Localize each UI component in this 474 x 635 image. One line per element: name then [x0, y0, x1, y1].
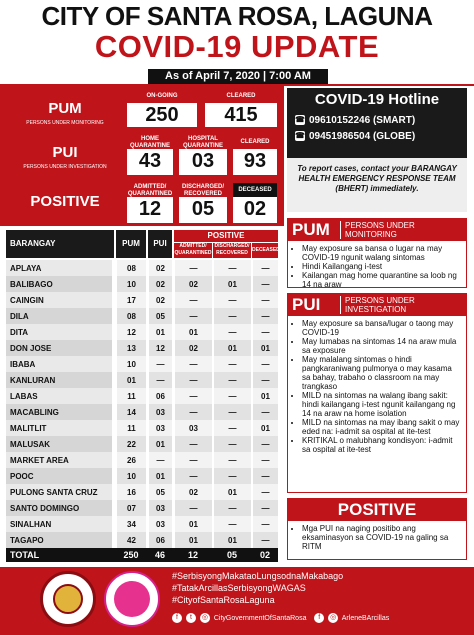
cell-deceased: —: [252, 500, 278, 517]
cell-pui: 01: [148, 468, 172, 485]
phone-icon: ☎: [295, 131, 305, 141]
barangay-name: MACABLING: [6, 404, 112, 421]
cell-discharged: —: [213, 436, 251, 453]
positive-discharged-stat: [178, 182, 228, 224]
cell-deceased: —: [252, 308, 278, 325]
cell-discharged: —: [213, 372, 251, 389]
cell-discharged: —: [213, 500, 251, 517]
barangay-name: BALIBAGO: [6, 276, 112, 293]
positive-discharged-value: 05: [191, 198, 215, 220]
positive-definition-title: POSITIVE: [288, 499, 466, 521]
cell-deceased: —: [252, 516, 278, 533]
cell-pum: 34: [116, 516, 146, 533]
cell-pui: —: [148, 356, 172, 373]
cell-pum: 10: [116, 276, 146, 293]
barangay-name: SINALHAN: [6, 516, 112, 533]
cell-discharged: —: [213, 324, 251, 341]
report-note: To report cases, contact your BARANGAY HEALTH EMERGENCY RESPONSE TEAM (BHERT) immediately.: [287, 158, 467, 212]
wagas-logo: [104, 571, 160, 627]
footer: [0, 567, 474, 635]
table-row: [6, 500, 278, 517]
barangay-name: DON JOSE: [6, 340, 112, 357]
hotline-globe[interactable]: [295, 130, 415, 143]
pui-definition-header: [288, 294, 466, 316]
col-pum: PUM: [116, 230, 146, 258]
list-item: • May exposure sa bansa/lugar o taong may COVID-19: [302, 319, 462, 337]
cell-pui: 01: [148, 436, 172, 453]
cell-pum: 11: [116, 420, 146, 437]
pui-label-box: [8, 136, 122, 180]
cell-pum: 16: [116, 484, 146, 501]
cell-discharged: —: [213, 388, 251, 405]
cell-discharged: 01: [213, 276, 251, 293]
positive-admitted-caption: ADMITTED/ QUARANTINED: [127, 184, 173, 197]
cell-pum: 08: [116, 260, 146, 277]
cell-admitted: —: [174, 388, 212, 405]
total-deceased: 02: [259, 550, 270, 560]
cell-admitted: 02: [174, 340, 212, 357]
cell-discharged: 01: [213, 484, 251, 501]
cell-discharged: —: [213, 260, 251, 277]
pum-label-box: [8, 92, 122, 136]
cell-pum: 11: [116, 388, 146, 405]
cell-admitted: —: [174, 292, 212, 309]
cell-pum: 01: [116, 372, 146, 389]
cell-pui: 02: [148, 292, 172, 309]
page-title: COVID-19 UPDATE: [94, 29, 380, 64]
positive-label-box: [8, 182, 122, 222]
barangay-name: POOC: [6, 468, 112, 485]
barangay-name: CAINGIN: [6, 292, 112, 309]
list-item: • MILD na sintomas na may ibang sakit o may eded na: i-admit sa ospital at ite-test: [302, 418, 462, 436]
total-pui: 46: [154, 550, 165, 560]
table-row: [6, 308, 278, 325]
cell-pui: 12: [148, 340, 172, 357]
cell-discharged: —: [213, 516, 251, 533]
hotline-smart-number: 09610152246 (SMART): [309, 115, 416, 126]
cell-pui: 03: [148, 516, 172, 533]
positive-deceased-stat: [232, 182, 278, 224]
barangay-name: DITA: [6, 324, 112, 341]
list-item: • Kailangan mag home quarantine sa loob ng 14 na araw: [302, 271, 462, 289]
positive-admitted-value: 12: [138, 198, 162, 220]
cell-pum: 07: [116, 500, 146, 517]
cell-admitted: —: [174, 468, 212, 485]
table-row: [6, 420, 278, 437]
table-total-row: [6, 548, 278, 562]
cell-pui: 03: [148, 420, 172, 437]
cell-admitted: 02: [174, 276, 212, 293]
pum-definition-box: [287, 218, 467, 288]
hotline-smart[interactable]: [295, 114, 415, 127]
list-item: • May exposure sa bansa o lugar na may COVID-19 ngunit walang sintomas: [302, 244, 462, 262]
hashtag[interactable]: #CityofSantaRosaLaguna: [172, 595, 275, 605]
col-positive: POSITIVE: [174, 230, 278, 242]
cell-pui: —: [148, 452, 172, 469]
table-row: [6, 404, 278, 421]
positive-deceased-caption: DECEASED: [233, 183, 277, 197]
cell-deceased: —: [252, 356, 278, 373]
pum-label: PUM: [48, 100, 82, 117]
list-item: • MILD na sintomas na walang ibang sakit: hindi kailangang i-test ngunit kailangang ng 14 na araw na home isolation: [302, 391, 462, 418]
instagram-icon[interactable]: ◎: [201, 614, 208, 622]
cell-pui: 05: [148, 484, 172, 501]
phone-icon: ☎: [295, 115, 305, 125]
cell-deceased: —: [252, 404, 278, 421]
page-handle[interactable]: CityGovernmentOfSantaRosa: [213, 615, 307, 622]
pum-definition-key: PUM: [292, 220, 330, 239]
hashtag-list: [172, 571, 472, 607]
pui-label: PUI: [52, 144, 78, 161]
cell-pui: 02: [148, 260, 172, 277]
cell-pum: 13: [116, 340, 146, 357]
cell-admitted: —: [174, 404, 212, 421]
total-admitted: 12: [187, 550, 198, 560]
barangay-name: APLAYA: [6, 260, 112, 277]
cell-discharged: —: [213, 404, 251, 421]
barangay-name: LABAS: [6, 388, 112, 405]
cell-pum: 14: [116, 404, 146, 421]
cell-pum: 10: [116, 356, 146, 373]
cell-deceased: —: [252, 452, 278, 469]
pui-cleared-caption: CLEARED: [233, 135, 277, 149]
cell-admitted: 02: [174, 484, 212, 501]
cell-discharged: —: [213, 356, 251, 373]
pum-ongoing-stat: [126, 88, 198, 128]
pui-definition-list: [288, 316, 466, 457]
cell-pui: 06: [148, 388, 172, 405]
cell-deceased: —: [252, 436, 278, 453]
cell-discharged: —: [213, 308, 251, 325]
list-item: • Hindi Kailangang i-test: [302, 262, 462, 271]
positive-discharged-caption: DISCHARGED/ RECOVERED: [179, 183, 227, 197]
cell-admitted: 03: [174, 420, 212, 437]
facebook-icon[interactable]: f: [314, 613, 324, 623]
cell-admitted: —: [174, 372, 212, 389]
cell-pum: 22: [116, 436, 146, 453]
col-discharged: DISCHARGED/ RECOVERED: [214, 243, 250, 256]
pum-definition-desc: PERSONS UNDER MONITORING: [340, 221, 464, 239]
table-row: [6, 532, 278, 549]
pui-definition-desc: PERSONS UNDER INVESTIGATION: [340, 296, 464, 314]
positive-admitted-stat: [126, 182, 174, 224]
cell-discharged: —: [213, 292, 251, 309]
barangay-name: KANLURAN: [6, 372, 112, 389]
table-row: [6, 484, 278, 501]
pui-home-value: 43: [138, 150, 162, 172]
barangay-name: SANTO DOMINGO: [6, 500, 112, 517]
hotline-title: COVID-19 Hotline: [314, 91, 440, 108]
table-row: [6, 388, 278, 405]
barangay-name: TAGAPO: [6, 532, 112, 549]
table-row: [6, 468, 278, 485]
table-row: [6, 292, 278, 309]
cell-pui: 03: [148, 404, 172, 421]
cell-deceased: 01: [252, 340, 278, 357]
barangay-name: IBABA: [6, 356, 112, 373]
cell-discharged: —: [213, 420, 251, 437]
pui-definition-box: [287, 293, 467, 493]
cell-pui: —: [148, 372, 172, 389]
cell-pui: 02: [148, 276, 172, 293]
cell-deceased: —: [252, 276, 278, 293]
pum-definition-header: [288, 219, 466, 241]
pum-ongoing-caption: ON-GOING: [127, 89, 197, 103]
cell-discharged: 01: [213, 340, 251, 357]
cell-admitted: —: [174, 500, 212, 517]
positive-label: POSITIVE: [30, 193, 100, 210]
pui-hospital-value: 03: [191, 150, 215, 172]
personal-handle[interactable]: ArleneBArcillas: [341, 615, 390, 622]
positive-definition-list: [288, 521, 466, 554]
header: [0, 0, 474, 70]
col-pui: PUI: [148, 230, 172, 258]
cell-admitted: —: [174, 356, 212, 373]
cell-deceased: —: [252, 532, 278, 549]
cell-pum: 12: [116, 324, 146, 341]
table-row: [6, 324, 278, 341]
positive-definition-box: [287, 498, 467, 560]
hashtag[interactable]: #TatakArcillasSerbisyongWAGAS: [172, 583, 306, 593]
table-row: [6, 372, 278, 389]
barangay-name: PULONG SANTA CRUZ: [6, 484, 112, 501]
col-barangay: BARANGAY: [6, 230, 114, 258]
pum-sublabel: PERSONS UNDER MONITORING: [26, 120, 104, 126]
instagram-icon[interactable]: ◎: [330, 614, 337, 622]
cell-discharged: —: [213, 468, 251, 485]
table-row: [6, 276, 278, 293]
pum-cleared-value: 415: [224, 104, 258, 126]
total-label: TOTAL: [10, 550, 40, 560]
table-row: [6, 452, 278, 469]
cell-admitted: 01: [174, 532, 212, 549]
as-of-date: As of April 7, 2020 | 7:00 AM: [148, 69, 328, 84]
city-title: CITY OF SANTA ROSA, LAGUNA: [41, 1, 433, 31]
pum-cleared-caption: CLEARED: [205, 89, 277, 103]
cell-admitted: —: [174, 260, 212, 277]
cell-deceased: —: [252, 468, 278, 485]
barangay-name: MALITLIT: [6, 420, 112, 437]
pui-cleared-value: 93: [243, 150, 267, 172]
cell-admitted: 01: [174, 324, 212, 341]
list-item: • KRITIKAL o malubhang kondisyon: i-admit sa ospital at ite-test: [302, 436, 462, 454]
cell-discharged: —: [213, 452, 251, 469]
cell-admitted: —: [174, 452, 212, 469]
cell-pum: 42: [116, 532, 146, 549]
positive-deceased-value: 02: [243, 198, 267, 220]
list-item: • Mga PUI na naging positibo ang eksaminasyon sa COVID-19 na galing sa RITM: [302, 524, 462, 551]
barangay-name: MALUSAK: [6, 436, 112, 453]
total-discharged: 05: [226, 550, 237, 560]
barangay-name: MARKET AREA: [6, 452, 112, 469]
table-row: [6, 516, 278, 533]
pum-ongoing-value: 250: [145, 104, 179, 126]
col-admitted: ADMITTED/ QUARANTINED: [174, 243, 212, 256]
cell-admitted: —: [174, 308, 212, 325]
cell-pui: 01: [148, 324, 172, 341]
cell-pui: 06: [148, 532, 172, 549]
pui-definition-key: PUI: [292, 295, 321, 314]
pui-hospital-caption: HOSPITAL QUARANTINE: [179, 135, 227, 149]
list-item: • May malalang sintomas o hindi pangkaraniwang pulmonya o may kasama sa bahay, trabaho o classroom na may trangkaso: [302, 355, 462, 391]
cell-pui: 03: [148, 500, 172, 517]
cell-pum: 10: [116, 468, 146, 485]
facebook-icon[interactable]: f: [172, 613, 182, 623]
hotline-globe-number: 09451986504 (GLOBE): [309, 131, 416, 142]
cell-deceased: —: [252, 292, 278, 309]
cell-deceased: —: [252, 484, 278, 501]
city-seal-logo: [40, 571, 96, 627]
cell-deceased: 01: [252, 388, 278, 405]
barangay-name: DILA: [6, 308, 112, 325]
table-row: [6, 436, 278, 453]
total-pum: 250: [123, 550, 139, 560]
cell-discharged: 01: [213, 532, 251, 549]
cell-deceased: 01: [252, 420, 278, 437]
hotline-box: [287, 88, 467, 158]
pui-cleared-stat: [232, 134, 278, 176]
cell-deceased: —: [252, 260, 278, 277]
col-deceased: DECEASED: [252, 243, 278, 258]
cell-deceased: —: [252, 372, 278, 389]
pum-definition-list: [288, 241, 466, 292]
pum-cleared-stat: [204, 88, 278, 128]
pui-home-caption: HOME QUARANTINE: [127, 135, 173, 149]
table-row: [6, 260, 278, 277]
cell-pum: 08: [116, 308, 146, 325]
twitter-icon[interactable]: t: [186, 613, 196, 623]
cell-pui: 05: [148, 308, 172, 325]
social-links: [172, 612, 472, 626]
cell-deceased: —: [252, 324, 278, 341]
cell-pum: 17: [116, 292, 146, 309]
cell-admitted: —: [174, 436, 212, 453]
cell-admitted: 01: [174, 516, 212, 533]
pui-hospital-stat: [178, 134, 228, 176]
pui-sublabel: PERSONS UNDER INVESTIGATION: [23, 164, 107, 170]
cell-pum: 26: [116, 452, 146, 469]
hashtag[interactable]: #SerbisyongMakataoLungsodnaMakabago: [172, 571, 344, 581]
table-row: [6, 356, 278, 373]
table-row: [6, 340, 278, 357]
list-item: • May lumabas na sintomas 14 na araw mula sa exposure: [302, 337, 462, 355]
pui-home-stat: [126, 134, 174, 176]
